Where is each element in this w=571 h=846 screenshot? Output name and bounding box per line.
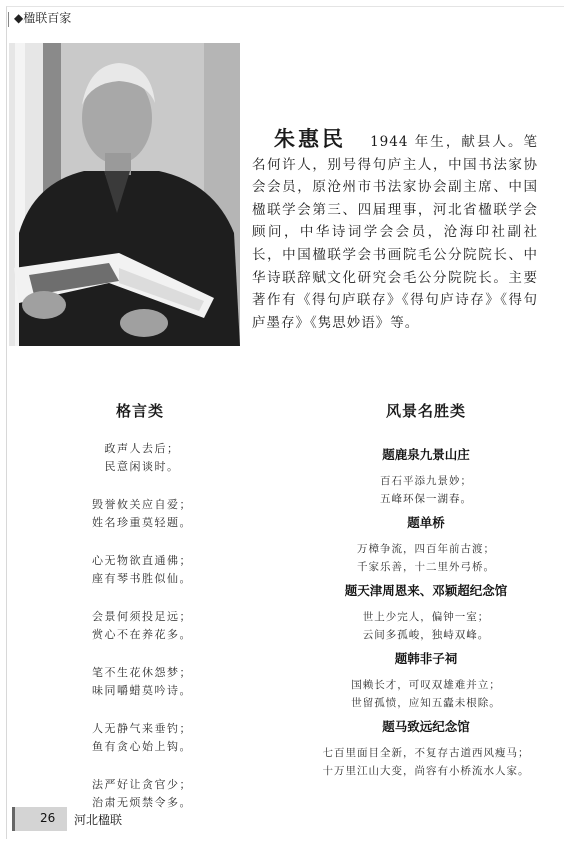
couplet-line: 赏心不在养花多。 [92,628,192,641]
entry-title: 题韩非子祠 [394,651,458,666]
couplet-line: 治肃无烦禁令多。 [92,796,192,809]
scenic-entry [306,582,546,644]
author-name: 朱惠民 [274,126,347,151]
couplet-line: 味同嚼蜡莫吟诗。 [92,684,192,697]
couplet-line: 毁誉攸关应自爱； [92,498,192,511]
couplet [52,720,232,756]
entry-title: 题天津周恩来、邓颖超纪念馆 [344,583,508,598]
couplet-line: 国赖长才，可叹双雄难并立； [351,679,501,691]
maxim-couplets [52,440,232,832]
couplet [52,608,232,644]
left-heading: 格言类 [115,402,164,420]
entry-title: 题马致远纪念馆 [382,719,470,734]
page-number-bar [12,807,67,831]
couplet [52,552,232,588]
scenic-couplets [306,446,546,786]
footer-accent [12,807,15,831]
couplet-line: 万樟争流，四百年前古渡； [357,543,495,555]
couplet [52,496,232,532]
couplet-line: 人无静气来垂钓； [92,722,192,735]
right-heading: 风景名胜类 [385,402,466,420]
couplet [52,776,232,812]
couplet-line: 民意闲谈时。 [104,460,180,473]
page-number: 26 [40,811,56,825]
couplet-line: 政声人去后； [104,442,180,455]
bio-text: 1944 年生，献县人。笔名何许人，别号得句庐主人，中国书法家协会会员，原沧州市书法家协会副主席、中国楹联学会第三、四届理事，河北省楹联学会顾问，中华诗词学会会员，沧海印社副社长，中国楹联学会书画院毛公分院院长、中华诗联辞赋文化研究会毛公分院院长。主要著作有《得句庐联存》《得句庐诗存》《得句庐墨存》《隽思妙语》等。 [252,134,538,331]
couplet-line: 十万里江山大变，尚容有小桥流水人家。 [322,764,530,777]
couplet-line: 七百里面目全新，不复存古道西风瘦马； [322,747,530,759]
couplet-line: 姓名珍重莫轻题。 [92,516,192,529]
scenic-entry [306,650,546,712]
author-portrait [9,43,240,346]
couplet-line: 千家乐善，十二里外弓桥。 [357,560,495,573]
scenic-entry [306,514,546,576]
scenic-entry [306,446,546,508]
section-header [14,10,71,26]
publication-title: 河北楹联 [74,813,123,827]
couplet-line: 世上少完人，偏钟一室； [362,611,490,623]
couplet [52,440,232,476]
couplet-line: 五峰环保一湖春。 [380,492,472,505]
entry-title: 题鹿泉九景山庄 [382,447,470,462]
section-label: ◆楹联百家 [14,11,72,25]
author-bio [252,128,538,334]
entry-title: 题单桥 [407,515,445,530]
couplet-line: 鱼有贪心始上钩。 [92,740,192,753]
couplet [52,664,232,700]
scenic-entry [306,718,546,780]
couplet-line: 云间多孤峻，独峙双峰。 [362,628,490,641]
couplet-line: 法严好让贪官少； [92,778,192,791]
portrait-photo-icon [9,43,240,346]
couplet-line: 心无物欲直通佛； [92,554,192,567]
couplet-line: 百石平添九景妙； [380,475,472,487]
couplet-line: 座有琴书胜似仙。 [92,572,192,585]
couplet-line: 世留孤愤，应知五蠹未根除。 [351,696,501,709]
header-divider [8,12,9,27]
couplet-line: 会景何须投足远； [92,610,192,623]
couplet-line: 笔不生花休怨梦； [92,666,192,679]
